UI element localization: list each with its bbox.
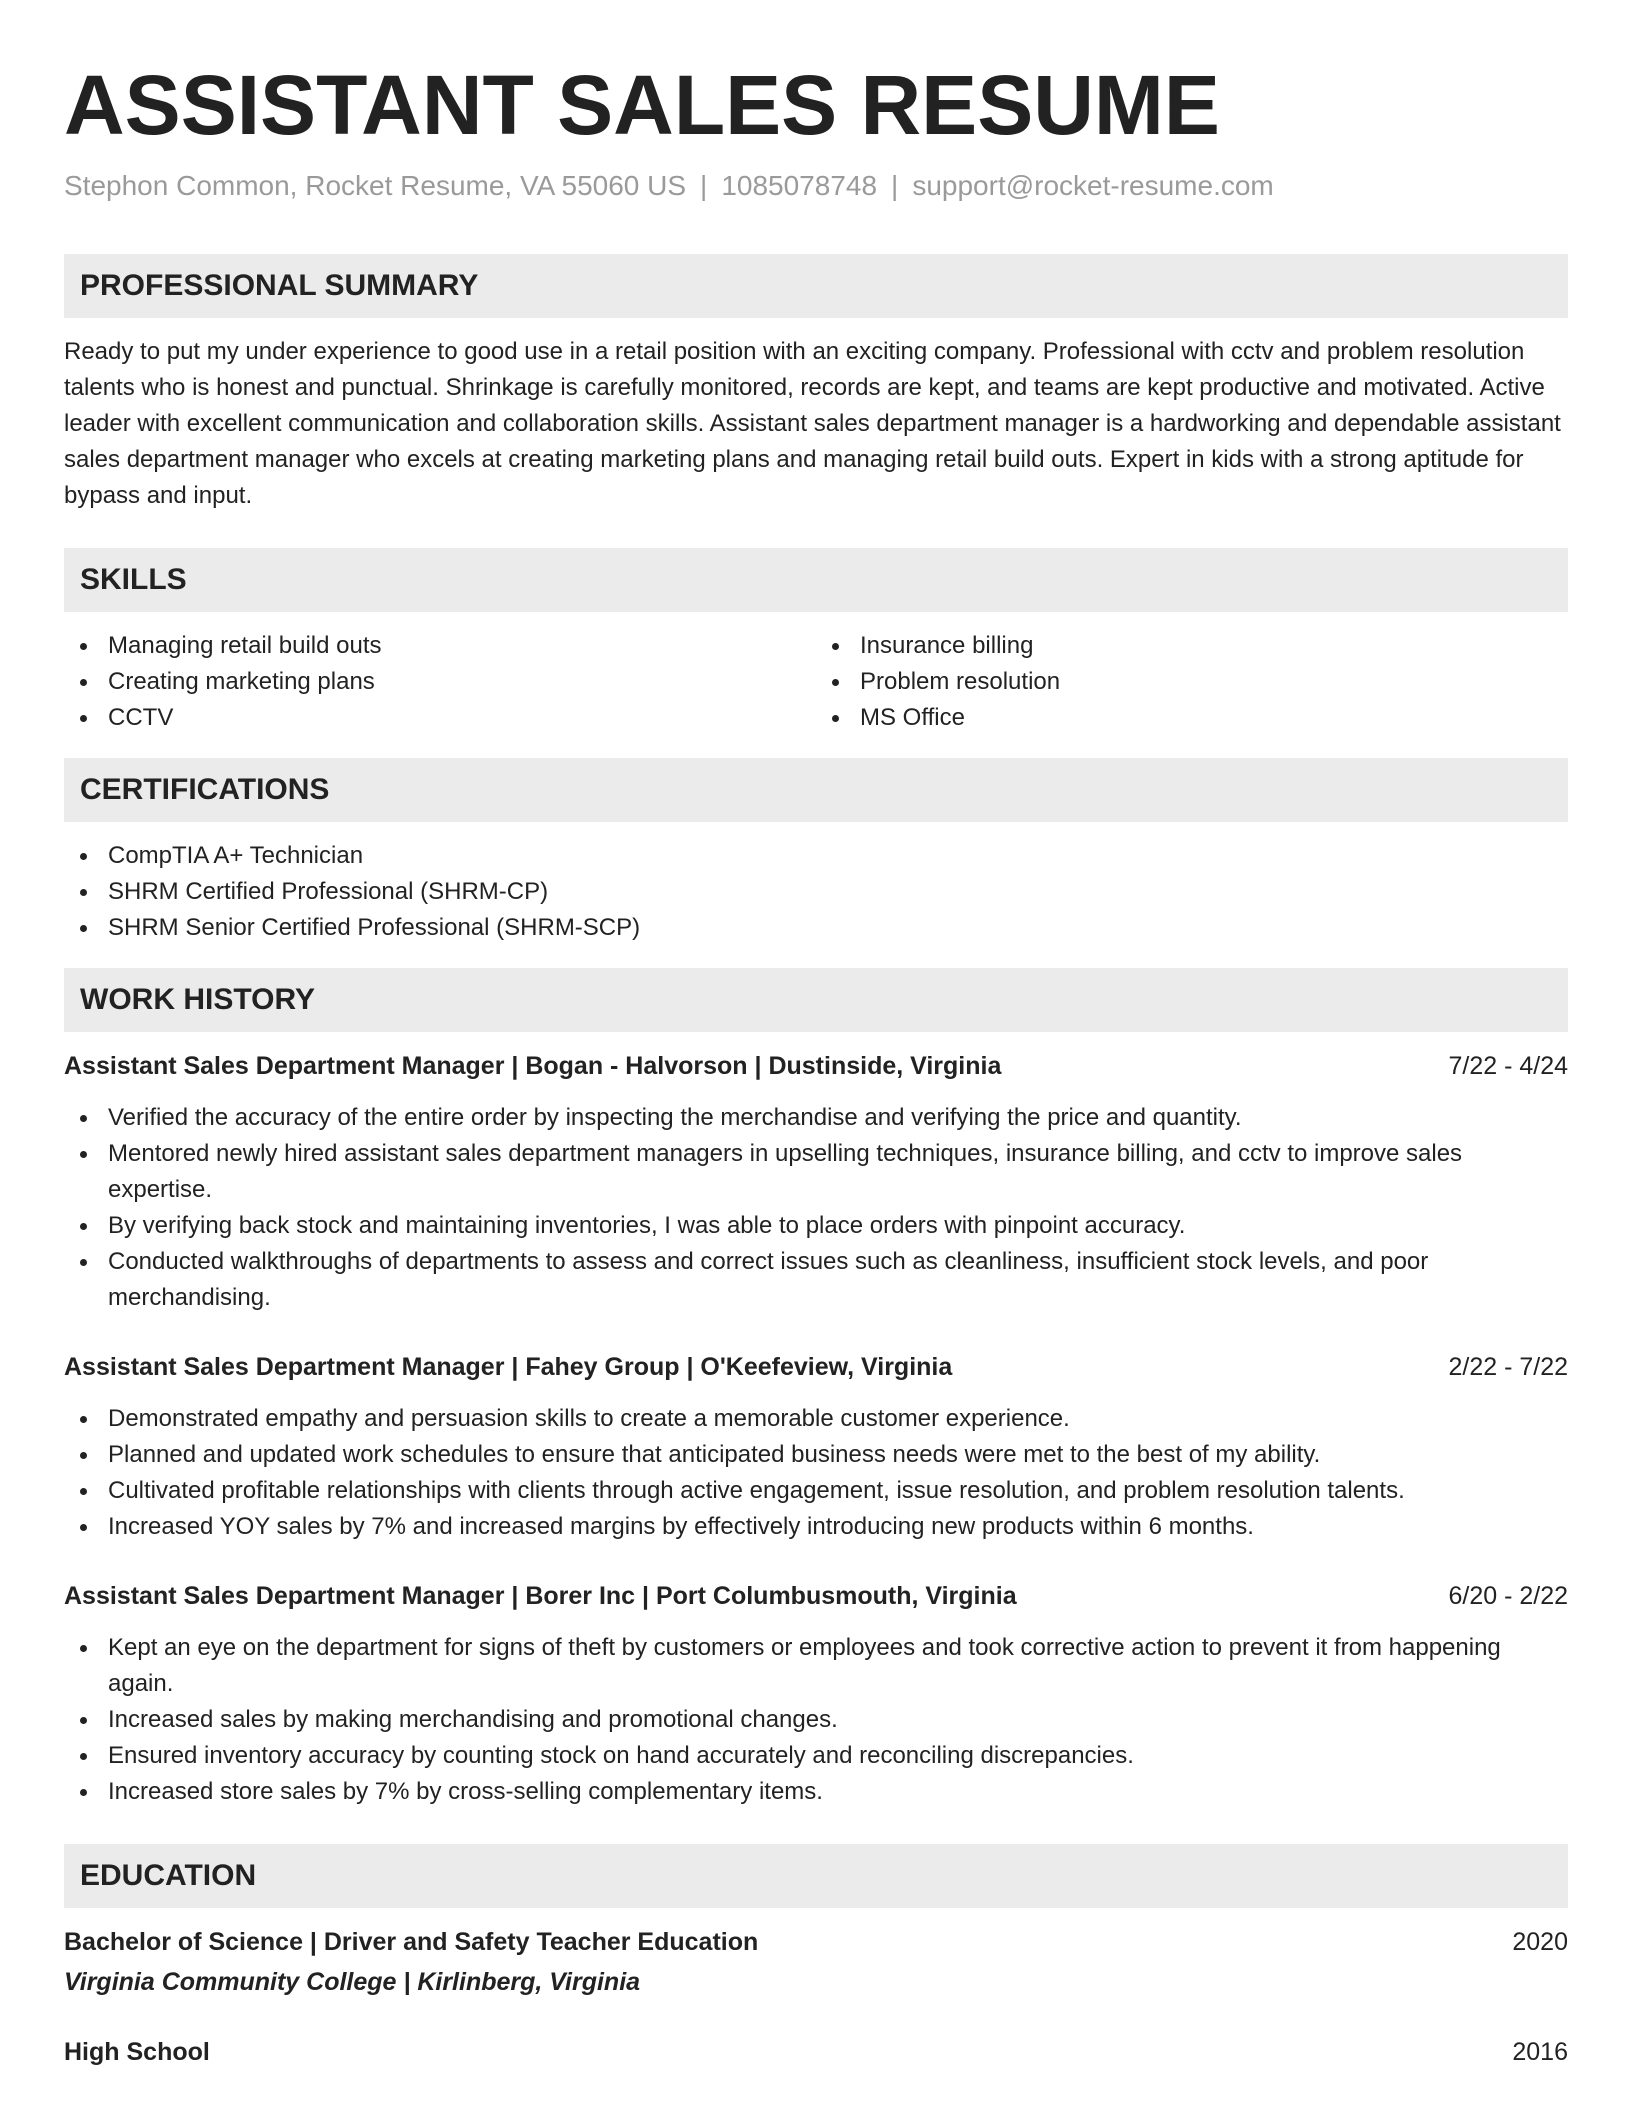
education-section: [64, 1844, 1568, 2070]
job-bullet: Conducted walkthroughs of departments to assess and correct issues such as cleanliness, insufficient stock levels, and poor merchandising.: [64, 1244, 1568, 1316]
job-dates: 7/22 - 4/24: [1448, 1052, 1568, 1080]
job-bullet: Planned and updated work schedules to ensure that anticipated business needs were met to the best of my ability.: [64, 1437, 1568, 1473]
job-bullet: Mentored newly hired assistant sales department managers in upselling techniques, insurance billing, and cctv to improve sales expertise.: [64, 1136, 1568, 1208]
summary-section: [64, 254, 1568, 514]
job-bullet: Cultivated profitable relationships with clients through active engagement, issue resolution, and problem resolution talents.: [64, 1473, 1568, 1509]
skill-item: Problem resolution: [816, 664, 1568, 700]
job-entry: [64, 1048, 1568, 1316]
education-entry: [64, 1924, 1568, 2000]
education-school: Virginia Community College | Kirlinberg, Virginia: [64, 1968, 641, 1996]
education-degree: High School: [64, 2038, 210, 2066]
job-header: [64, 1578, 1568, 1614]
certifications-section: [64, 758, 1568, 946]
job-header: [64, 1349, 1568, 1385]
skills-grid: [64, 628, 1568, 736]
education-entry: [64, 2034, 1568, 2070]
education-header: [64, 2034, 1568, 2070]
education-degree: Bachelor of Science | Driver and Safety Teacher Education: [64, 1928, 759, 1956]
contact-phone[interactable]: 1085078748: [721, 170, 878, 201]
skill-item: Insurance billing: [816, 628, 1568, 664]
job-bullet: Kept an eye on the department for signs of theft by customers or employees and took corrective action to prevent it from happening again.: [64, 1630, 1568, 1702]
contact-separator: |: [891, 170, 899, 201]
job-title: Assistant Sales Department Manager | Bogan - Halvorson | Dustinside, Virginia: [64, 1052, 1002, 1080]
job-bullet: Ensured inventory accuracy by counting stock on hand accurately and reconciling discrepancies.: [64, 1738, 1568, 1774]
certification-item: SHRM Senior Certified Professional (SHRM-SCP): [64, 910, 1568, 946]
contact-separator: |: [700, 170, 708, 201]
job-bullet: Increased YOY sales by 7% and increased margins by effectively introducing new products within 6 months.: [64, 1509, 1568, 1545]
skill-item: Managing retail build outs: [64, 628, 816, 664]
job-entry: [64, 1578, 1568, 1810]
job-title: Assistant Sales Department Manager | Fahey Group | O'Keefeview, Virginia: [64, 1353, 953, 1381]
job-dates: 2/22 - 7/22: [1448, 1353, 1568, 1381]
skills-column-right: [816, 628, 1568, 736]
job-entry: [64, 1349, 1568, 1545]
section-heading-certifications: CERTIFICATIONS: [64, 758, 1568, 822]
certification-item: CompTIA A+ Technician: [64, 838, 1568, 874]
contact-email[interactable]: support@rocket-resume.com: [912, 170, 1274, 201]
section-heading-skills: SKILLS: [64, 548, 1568, 612]
job-header: [64, 1048, 1568, 1084]
skill-item: MS Office: [816, 700, 1568, 736]
job-dates: 6/20 - 2/22: [1448, 1582, 1568, 1610]
section-heading-work-history: WORK HISTORY: [64, 968, 1568, 1032]
work-history-section: [64, 968, 1568, 1810]
job-bullet: Increased sales by making merchandising and promotional changes.: [64, 1702, 1568, 1738]
skills-column-left: [64, 628, 816, 736]
summary-text: Ready to put my under experience to good use in a retail position with an exciting company. Professional with cctv and problem resolution talents who is honest and punctual. Shrinkage is carefully monitored, records are kept, and teams are kept productive and motivated. Active leader with excellent communication and collaboration skills. Assistant sales department manager is a hardworking and dependable assistant sales department manager who excels at creating marketing plans and managing retail build outs. Expert in kids with a strong aptitude for bypass and input.: [64, 338, 1561, 509]
education-year: 2020: [1512, 1928, 1568, 1956]
contact-line: [64, 168, 1568, 204]
section-heading-summary: PROFESSIONAL SUMMARY: [64, 254, 1568, 318]
job-bullet: Demonstrated empathy and persuasion skills to create a memorable customer experience.: [64, 1401, 1568, 1437]
certification-item: SHRM Certified Professional (SHRM-CP): [64, 874, 1568, 910]
skill-item: CCTV: [64, 700, 816, 736]
job-bullet: Verified the accuracy of the entire order by inspecting the merchandise and verifying the price and quantity.: [64, 1100, 1568, 1136]
job-title: Assistant Sales Department Manager | Borer Inc | Port Columbusmouth, Virginia: [64, 1582, 1017, 1610]
job-bullet: Increased store sales by 7% by cross-selling complementary items.: [64, 1774, 1568, 1810]
job-bullet: By verifying back stock and maintaining inventories, I was able to place orders with pinpoint accuracy.: [64, 1208, 1568, 1244]
resume-title: ASSISTANT SALES RESUME: [64, 58, 1220, 152]
education-year: 2016: [1512, 2038, 1568, 2066]
education-header: [64, 1924, 1568, 1960]
contact-address: Stephon Common, Rocket Resume, VA 55060 US: [64, 170, 687, 201]
skills-section: [64, 548, 1568, 736]
skill-item: Creating marketing plans: [64, 664, 816, 700]
section-heading-education: EDUCATION: [64, 1844, 1568, 1908]
